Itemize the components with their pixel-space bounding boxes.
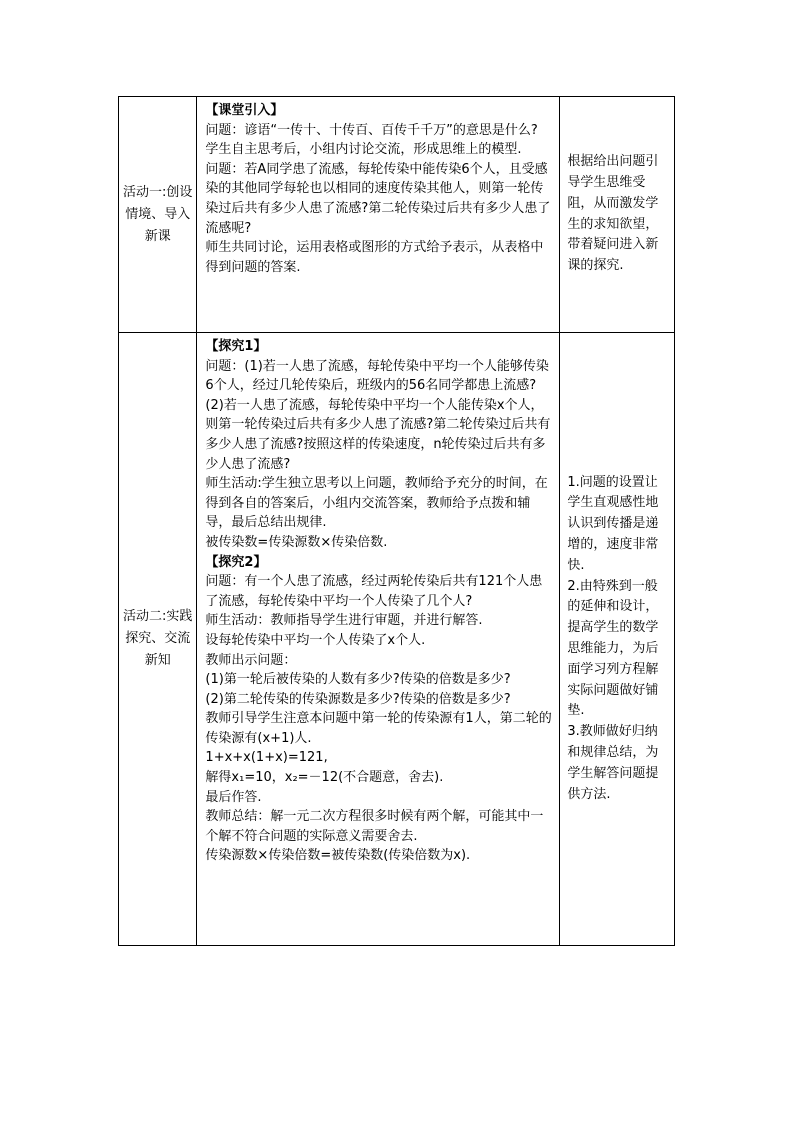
table-row bbox=[119, 97, 675, 333]
paragraph: 问题：谚语“一传十、十传百、百传千千万”的意思是什么? bbox=[205, 122, 538, 138]
paragraph: 设每轮传染中平均一个人传染了x个人. bbox=[205, 632, 426, 648]
section-heading: 【探究2】 bbox=[205, 554, 267, 570]
design-intent: 1.问题的设置让学生直观感性地认识到传播是递增的，速度非常快. 2.由特殊到一般的延伸和设计，提高学生的数学思维能力，为后面学习列方程解实际问题做好铺垫. 3.教师做好归纳和规律总结，为学生解答问题提供方法. bbox=[560, 333, 675, 946]
paragraph: 问题：有一个人患了流感，经过两轮传染后共有121个人患了流感，每轮传染中平均一个人传染了几个人? bbox=[205, 574, 543, 609]
paragraph: 问题：若A同学患了流感，每轮传染中能传染6个人，且受感染的其他同学每轮也以相同的速度传染其他人，则第一轮传染过后共有多少人患了流感?第二轮传染过后共有多少人患了流感呢? bbox=[205, 161, 551, 236]
paragraph: (2)若一人患了流感，每轮传染中平均一个人能传染x个人，则第一轮传染过后共有多少人患了流感?第二轮传染过后共有多少人患了流感?按照这样的传染速度，n轮传染过后共有多少人患了流感? bbox=[205, 397, 551, 472]
paragraph: 最后作答. bbox=[205, 789, 262, 805]
section-heading: 【探究1】 bbox=[205, 339, 267, 354]
section-heading: 【课堂引入】 bbox=[205, 103, 284, 118]
equation: 1+x+x(1+x)=121, bbox=[205, 750, 328, 766]
paragraph: (1)第一轮后被传染的人数有多少?传染的倍数是多少? bbox=[205, 672, 511, 688]
activity-content bbox=[197, 97, 560, 333]
paragraph: 教师引导学生注意本问题中第一轮的传染源有1人，第二轮的传染源有(x+1)人. bbox=[205, 711, 552, 746]
paragraph: 教师出示问题： bbox=[205, 652, 297, 668]
activity-label: 活动一:创设情境、导入新课 bbox=[119, 97, 197, 333]
paragraph: 师生共同讨论，运用表格或图形的方式给予表示，从表格中得到问题的答案. bbox=[205, 240, 544, 275]
paragraph: 学生自主思考后，小组内讨论交流，形成思维上的模型. bbox=[205, 142, 522, 158]
paragraph: (2)第二轮传染的传染源数是多少?传染的倍数是多少? bbox=[205, 691, 511, 707]
lesson-plan-table bbox=[118, 96, 675, 946]
equation-solution: 解得x₁=10，x₂=－12(不合题意，舍去). bbox=[205, 770, 444, 786]
paragraph: 问题：(1)若一人患了流感，每轮传染中平均一个人能够传染6个人，经过几轮传染后，班级内的56名同学都患上流感? bbox=[205, 358, 549, 394]
paragraph: 被传染数=传染源数×传染倍数. bbox=[205, 534, 388, 550]
activity-label: 活动二:实践探究、交流新知 bbox=[119, 333, 197, 946]
design-intent: 根据给出问题引导学生思维受阻，从而激发学生的求知欲望，带着疑问进入新课的探究. bbox=[560, 97, 675, 333]
paragraph: 传染源数×传染倍数=被传染数(传染倍数为x). bbox=[205, 848, 471, 864]
paragraph: 教师总结：解一元二次方程很多时候有两个解，可能其中一个解不符合问题的实际意义需要舍去. bbox=[205, 809, 544, 844]
paragraph: 师生活动：教师指导学生进行审题，并进行解答. bbox=[205, 613, 483, 629]
paragraph: 师生活动:学生独立思考以上问题，教师给予充分的时间，在得到各自的答案后，小组内交流答案，教师给予点拨和辅导，最后总结出规律. bbox=[205, 476, 548, 531]
activity-content bbox=[197, 333, 560, 946]
table-row bbox=[119, 333, 675, 946]
